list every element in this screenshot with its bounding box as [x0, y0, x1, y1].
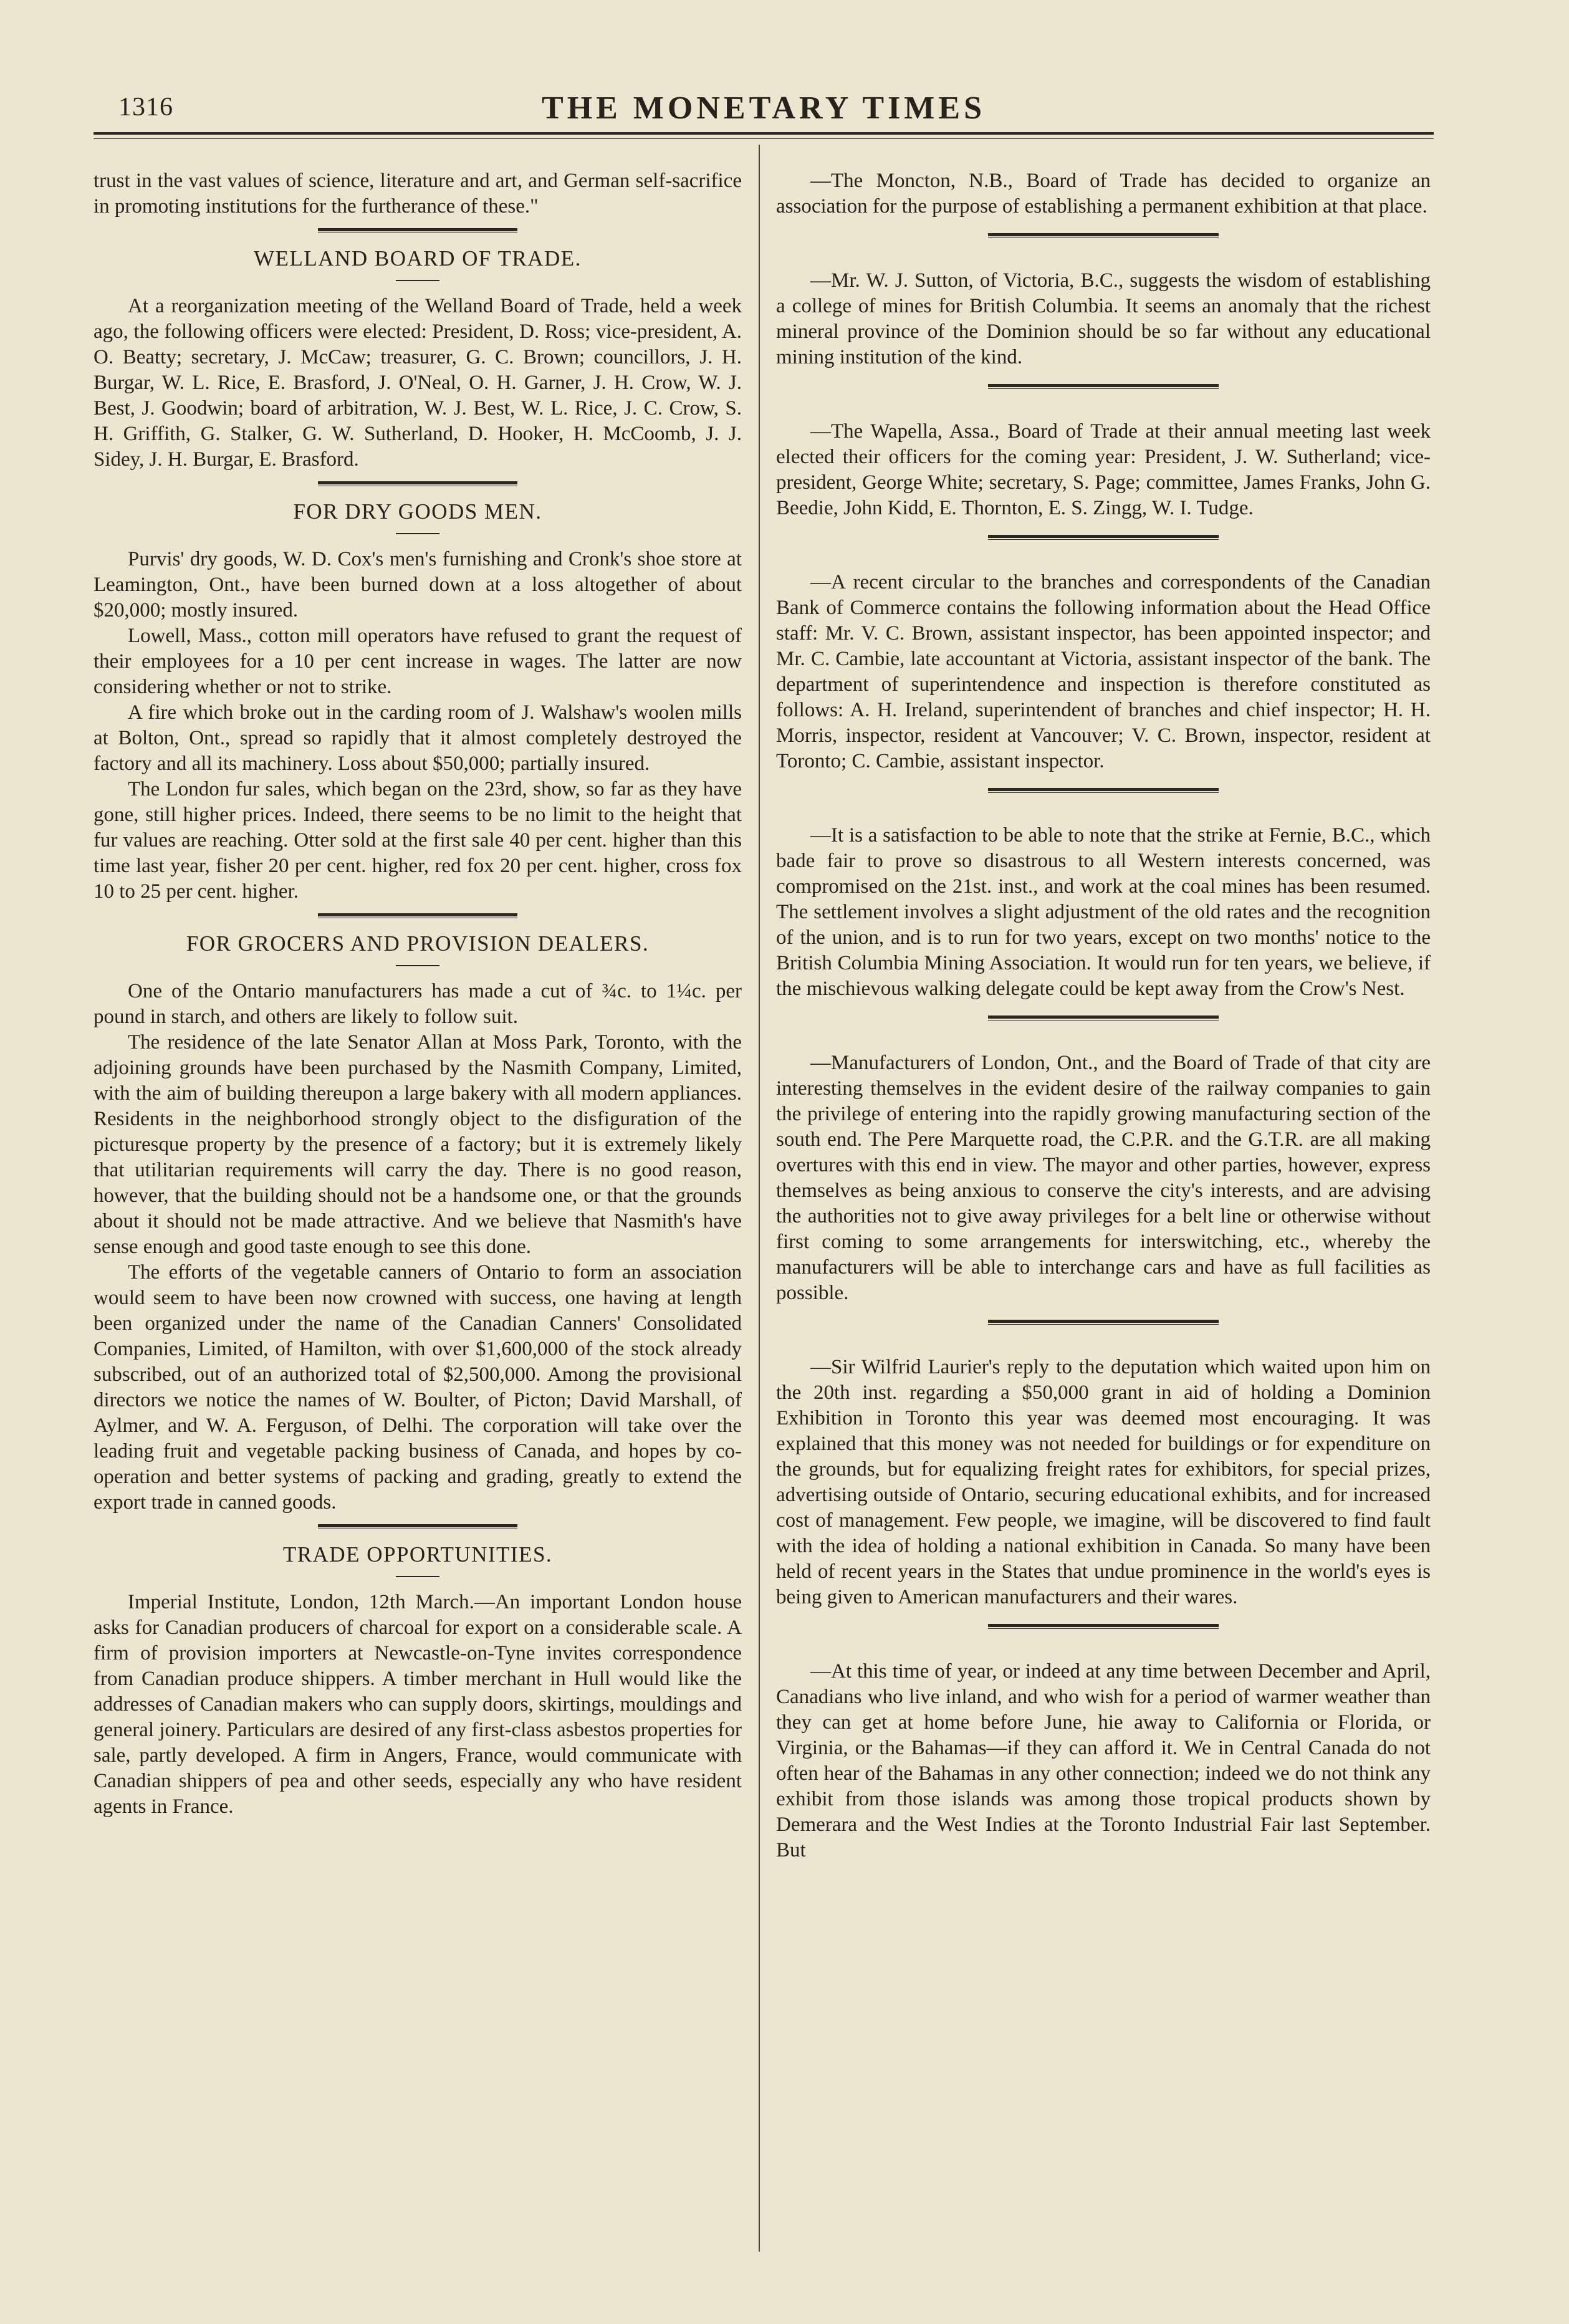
fernie-strike-paragraph: —It is a satisfaction to be able to note that the strike at Fernie, B.C., which bade fair to prove so disastrous to all Western interests concerned, was compromised on the 21st. inst., and work at the coal mines has been resumed. The settlement involves a slight adjustment of the old rates and the recognition of the union, and is to run for two years, except on two months' notice to the British Columbia Mining Association. It would run for ten years, we believe, if the mischievous walking delegate could be kept away from the Crow's Nest.	[776, 824, 1431, 1000]
heading-dash	[396, 533, 439, 534]
grocers-paragraph-1: One of the Ontario manufacturers has made a cut of ¾c. to 1¼c. per pound in starch, and others are likely to follow suit.	[94, 980, 742, 1028]
drygoods-paragraph-4: The London fur sales, which began on the 23rd, show, so far as they have gone, still higher prices. Indeed, there seems to be no limit to the height that fur values are reaching. Otter sold at the first sale 40 per cent. higher than this time last year, fisher 20 per cent. higher, red fox 20 per cent. higher, cross fox 10 to 25 per cent. higher.	[94, 778, 742, 903]
section-rule	[988, 1320, 1219, 1325]
sutton-paragraph: —Mr. W. J. Sutton, of Victoria, B.C., suggests the wisdom of establishing a college of mines for British Columbia. It seems an anomaly that the richest mineral province of the Dominion should be so far without any educational mining institution of the kind.	[776, 269, 1431, 368]
left-column	[94, 168, 742, 1820]
drygoods-paragraph-3: A fire which broke out in the carding room of J. Walshaw's woolen mills at Bolton, Ont., spread so rapidly that it almost completely destroyed the factory and all its machinery. Loss about $50,000; partially insured.	[94, 701, 742, 775]
trade-paragraph: Imperial Institute, London, 12th March.—An important London house asks for Canadian producers of charcoal for export on a considerable scale. A firm of provision importers at Newcastle-on-Tyne invites correspondence from Canadian produce shippers. A timber merchant in Hull would like the addresses of Canadian makers who can supply doors, skirtings, mouldings and general joinery. Particulars are desired of any first-class asbestos properties for sale, partly developed. A firm in Angers, France, would communicate with Canadian shippers of pea and other seeds, especially any who have resident agents in France.	[94, 1591, 742, 1818]
header-rule-thin	[94, 138, 1434, 139]
welland-heading: WELLAND BOARD OF TRADE.	[254, 246, 582, 271]
page-number: 1316	[118, 93, 173, 122]
drygoods-paragraph-2: Lowell, Mass., cotton mill operators have refused to grant the request of their employees for a 10 per cent increase in wages. The latter are now considering whether or not to strike.	[94, 625, 742, 698]
heading-dash	[396, 965, 439, 966]
grocers-paragraph-2: The residence of the late Senator Allan at Moss Park, Toronto, with the adjoining grounds have been purchased by the Nasmith Company, Limited, with the aim of building thereupon a large bakery with all modern appliances. Residents in the neighborhood strongly object to the disfiguration of the picturesque property by the presence of a factory; but it is extremely likely that utilitarian requirements will carry the day. There is no good reason, however, that the building should not be a handsome one, or that the grounds about it should not be made attractive. And we believe that Nasmith's have sense enough and good taste enough to see this done.	[94, 1031, 742, 1258]
section-rule	[988, 384, 1219, 389]
bahamas-paragraph: —At this time of year, or indeed at any time between December and April, Canadians who live inland, and who wish for a period of warmer weather than they can get at home before June, hie away to California or Florida, or Virginia, or the Bahamas—if they can afford it. We in Central Canada do not often hear of the Bahamas in any other connection; indeed we do not think any exhibit from those islands was among those tropical products shown by Demerara and the West Indies at the Toronto Industrial Fair last September. But	[776, 1660, 1431, 1861]
section-rule	[988, 233, 1219, 238]
page-header	[94, 87, 1434, 125]
section-rule	[988, 788, 1219, 793]
welland-paragraph: At a reorganization meeting of the Welland Board of Trade, held a week ago, the following officers were elected: President, D. Ross; vice-president, A. O. Beatty; secretary, J. McCaw; treasurer, G. C. Brown; councillors, J. H. Burgar, W. L. Rice, E. Brasford, J. O'Neal, O. H. Garner, J. H. Crow, W. J. Best, J. Goodwin; board of arbitration, W. J. Best, W. L. Rice, J. C. Crow, S. H. Griffith, G. Stalker, G. W. Sutherland, D. Hooker, H. McCoomb, J. J. Sidey, J. H. Burgar, E. Brasford.	[94, 295, 742, 471]
intro-paragraph: trust in the vast values of science, literature and art, and German self-sacrifice in promoting institutions for the furtherance of these."	[94, 170, 742, 218]
column-divider	[759, 145, 760, 2252]
grocers-heading: FOR GROCERS AND PROVISION DEALERS.	[186, 931, 650, 956]
grocers-paragraph-3: The efforts of the vegetable canners of Ontario to form an association would seem to have been now crowned with success, one having at length been organized under the name of the Canadian Canners' Consolidated Companies, Limited, of Hamilton, with over $1,600,000 of the stock already subscribed, out of an authorized total of $2,500,000. Among the provisional directors we notice the names of W. Boulter, of Picton; David Marshall, of Aylmer, and W. A. Ferguson, of Delhi. The corporation will take over the leading fruit and vegetable packing business of Canada, and hopes by co-operation and better systems of packing and grading, greatly to extend the export trade in canned goods.	[94, 1261, 742, 1514]
section-rule	[318, 481, 517, 486]
bank-circular-paragraph: —A recent circular to the branches and correspondents of the Canadian Bank of Commerce contains the following information about the Head Office staff: Mr. V. C. Brown, assistant inspector, has been appointed inspector; and Mr. C. Cambie, late accountant at Victoria, assistant inspector of the bank. The department of superintendence and inspection is therefore constituted as follows: A. H. Ireland, superintendent of branches and chief inspector; H. H. Morris, inspector, resident at Vancouver; V. C. Brown, inspector, resident at Toronto; C. Cambie, assistant inspector.	[776, 571, 1431, 772]
section-rule	[318, 228, 517, 233]
trade-heading: TRADE OPPORTUNITIES.	[282, 1542, 553, 1567]
section-rule	[988, 1016, 1219, 1020]
masthead-title: THE MONETARY TIMES	[542, 90, 986, 126]
moncton-paragraph: —The Moncton, N.B., Board of Trade has decided to organize an association for the purpose of establishing a permanent exhibition at that place.	[776, 170, 1431, 218]
section-rule	[988, 535, 1219, 540]
right-column	[776, 168, 1431, 1863]
section-rule	[988, 1624, 1219, 1629]
heading-dash	[396, 280, 439, 281]
london-manufacturers-paragraph: —Manufacturers of London, Ont., and the Board of Trade of that city are interesting themselves in the evident desire of the railway companies to gain the privilege of entering into the rapidly growing manufacturing section of the south end. The Pere Marquette road, the C.P.R. and the G.T.R. are all making overtures with this end in view. The mayor and other parties, however, express themselves as being anxious to conserve the city's interests, and are advising the authorities not to give away privileges for a belt line or otherwise without first coming to some arrangements for interswitching, etc., whereby the manufacturers will be able to interchange cars and have as full facilities as possible.	[776, 1052, 1431, 1304]
header-rule	[94, 132, 1434, 135]
heading-dash	[396, 1576, 439, 1577]
laurier-paragraph: —Sir Wilfrid Laurier's reply to the deputation which waited upon him on the 20th inst. regarding a $50,000 grant in aid of holding a Dominion Exhibition in Toronto this year was deemed most encouraging. It was explained that this money was not needed for buildings or for expenditure on the grounds, but for equalizing freight rates for exhibitors, for special prizes, advertising outside of Ontario, securing educational exhibits, and for increased cost of management. Few people, we imagine, will be discovered to find fault with the idea of holding a national exhibition in Canada. So many have been held of recent years in the States that undue prominence in the world's eyes is being given to American manufacturers and their wares.	[776, 1356, 1431, 1608]
section-rule	[318, 913, 517, 918]
drygoods-paragraph-1: Purvis' dry goods, W. D. Cox's men's furnishing and Cronk's shoe store at Leamington, Ont., have been burned down at a loss altogether of about $20,000; mostly insured.	[94, 548, 742, 622]
section-rule	[318, 1524, 517, 1529]
wapella-paragraph: —The Wapella, Assa., Board of Trade at their annual meeting last week elected their officers for the coming year: President, J. W. Sutherland; vice-president, George White; secretary, S. Page; committee, James Franks, John G. Beedie, John Kidd, E. Thornton, E. S. Zingg, W. I. Tudge.	[776, 420, 1431, 519]
drygoods-heading: FOR DRY GOODS MEN.	[293, 499, 542, 524]
